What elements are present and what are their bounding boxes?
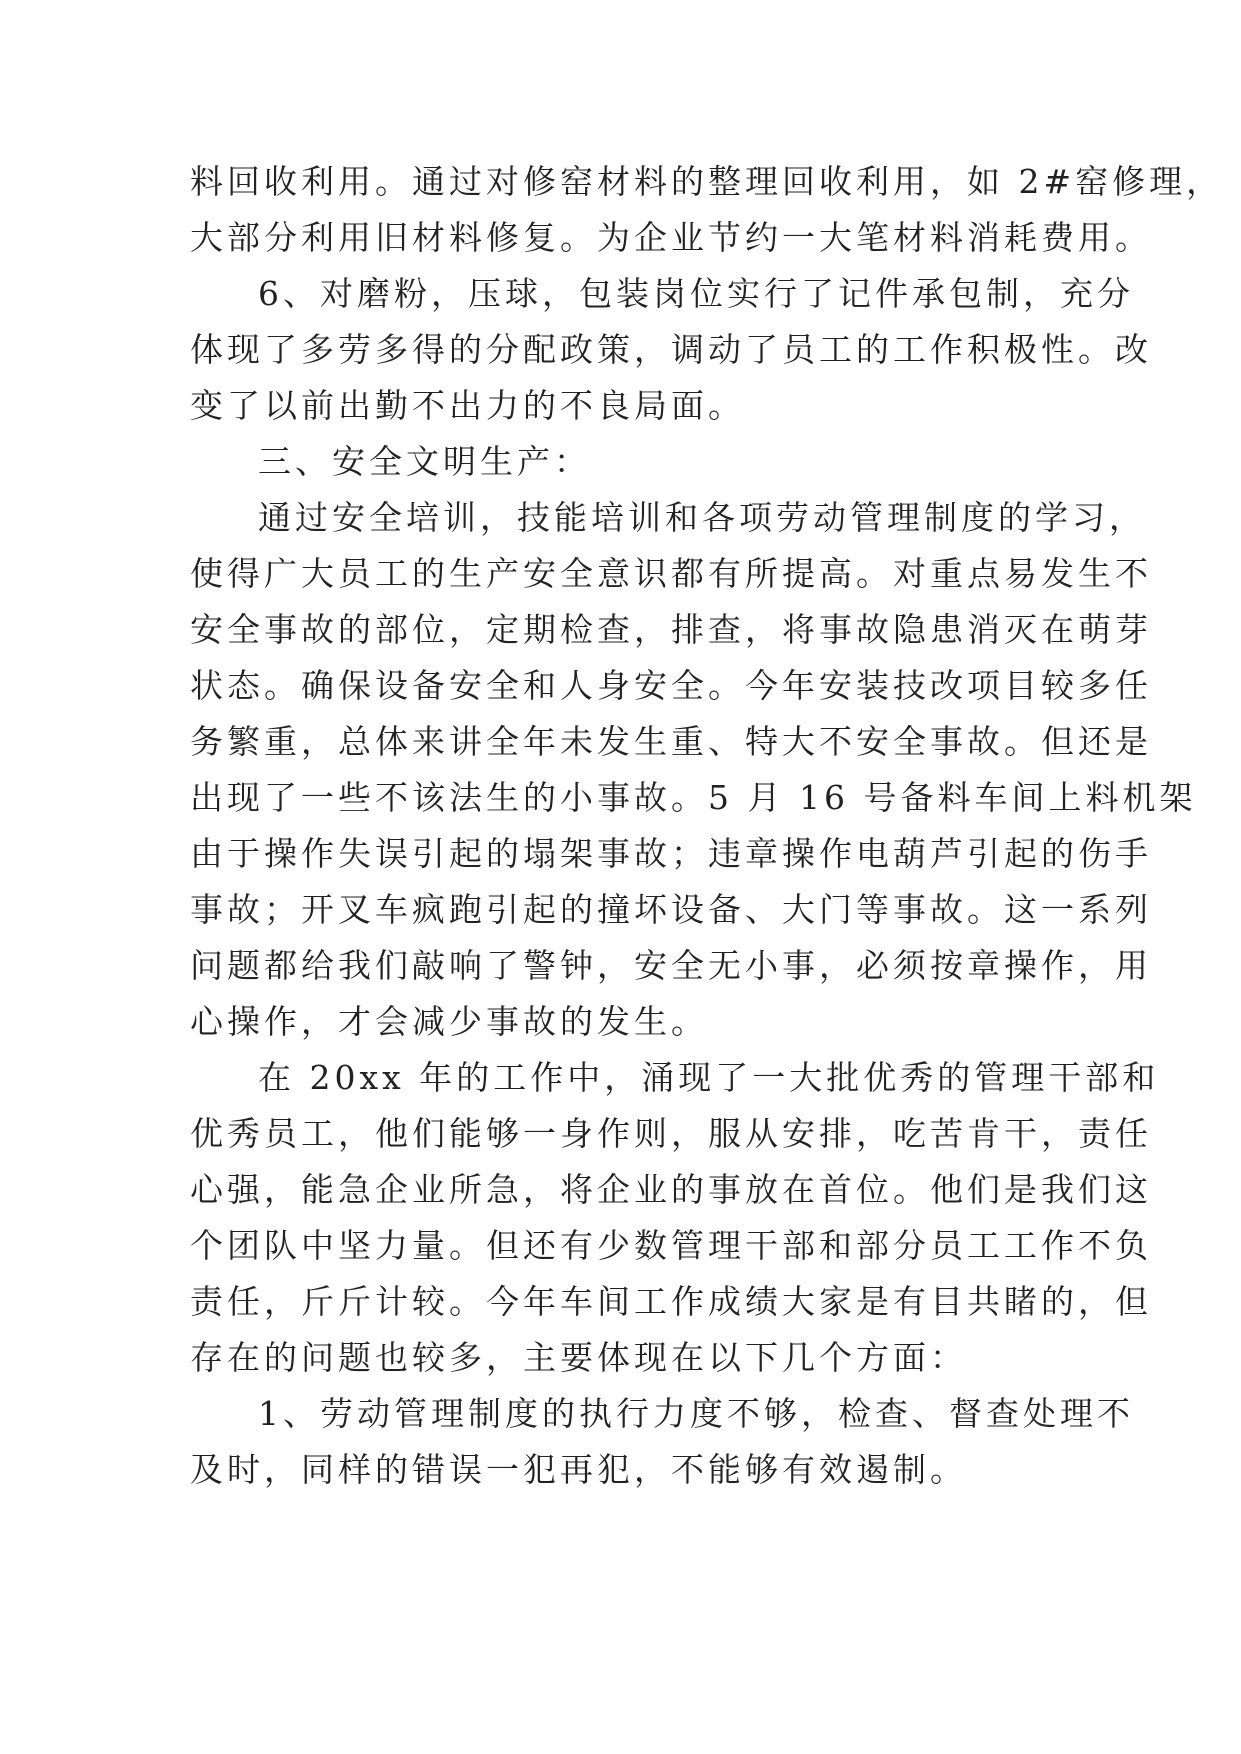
paragraph-start-line: 6、对磨粉，压球，包装岗位实行了记件承包制，充分	[258, 274, 1134, 313]
text-line: 事故；开叉车疯跑引起的撞坏设备、大门等事故。这一系列	[190, 890, 1152, 929]
text-line: 责任，斤斤计较。今年车间工作成绩大家是有目共睹的，但	[190, 1282, 1152, 1321]
section-heading: 三、安全文明生产：	[258, 442, 591, 481]
body-text	[190, 154, 1224, 1498]
text-line: 出现了一些不该法生的小事故。5 月 16 号备料车间上料机架	[190, 778, 1197, 817]
text-line: 安全事故的部位，定期检查，排查，将事故隐患消灭在萌芽	[190, 610, 1152, 649]
text-line: 及时，同样的错误一犯再犯，不能够有效遏制。	[190, 1450, 967, 1489]
text-line: 状态。确保设备安全和人身安全。今年安装技改项目较多任	[190, 666, 1152, 705]
text-line: 心强，能急企业所急，将企业的事放在首位。他们是我们这	[190, 1170, 1152, 1209]
text-line: 心操作，才会减少事故的发生。	[190, 1002, 708, 1041]
paragraph-start-line: 通过安全培训，技能培训和各项劳动管理制度的学习，	[258, 498, 1146, 537]
text-line: 问题都给我们敲响了警钟，安全无小事，必须按章操作，用	[190, 946, 1152, 985]
text-line: 存在的问题也较多，主要体现在以下几个方面：	[190, 1338, 967, 1377]
text-line: 变了以前出勤不出力的不良局面。	[190, 386, 745, 425]
paragraph-start-line: 1、劳动管理制度的执行力度不够，检查、督查处理不	[258, 1394, 1134, 1433]
text-line: 由于操作失误引起的塌架事故；违章操作电葫芦引起的伤手	[190, 834, 1152, 873]
text-line: 使得广大员工的生产安全意识都有所提高。对重点易发生不	[190, 554, 1152, 593]
text-line: 务繁重，总体来讲全年未发生重、特大不安全事故。但还是	[190, 722, 1152, 761]
text-line: 大部分利用旧材料修复。为企业节约一大笔材料消耗费用。	[190, 218, 1152, 257]
text-line: 料回收利用。通过对修窑材料的整理回收利用，如 2#窑修理，	[190, 162, 1224, 201]
text-line: 体现了多劳多得的分配政策，调动了员工的工作积极性。改	[190, 330, 1152, 369]
paragraph-start-line: 在 20xx 年的工作中，涌现了一大批优秀的管理干部和	[258, 1058, 1160, 1097]
text-line: 个团队中坚力量。但还有少数管理干部和部分员工工作不负	[190, 1226, 1152, 1265]
text-line: 优秀员工，他们能够一身作则，服从安排，吃苦肯干，责任	[190, 1114, 1152, 1153]
